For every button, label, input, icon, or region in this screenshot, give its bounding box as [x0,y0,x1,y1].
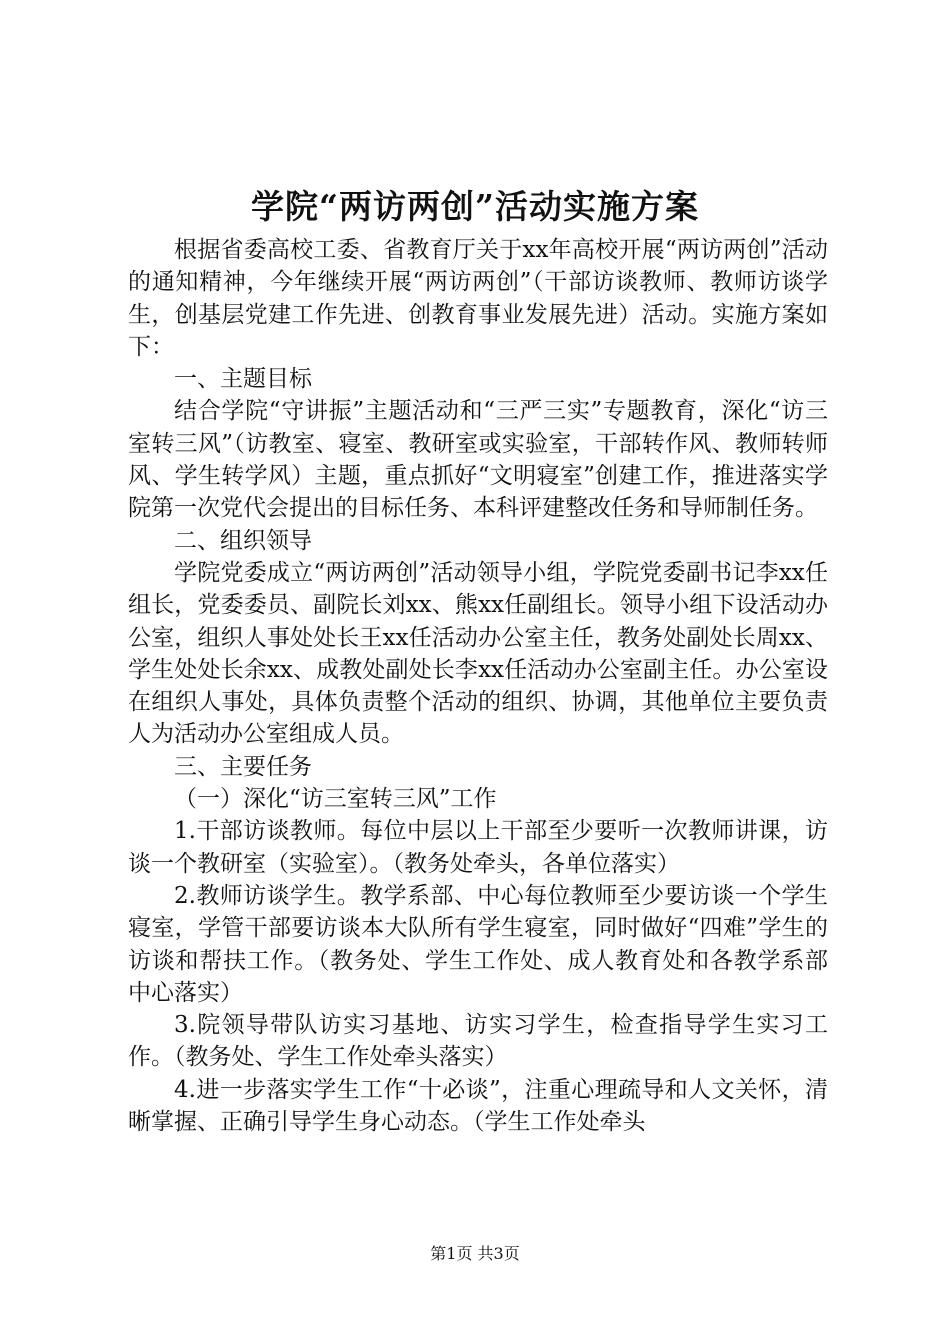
paragraph-intro: 根据省委高校工委、省教育厅关于xx年高校开展“两访两创”活动的通知精神，今年继续开展“两访两创”（干部访谈教师、教师访谈学生，创基层党建工作先进、创教育事业发展先进）活动。实施方案如下： [128,237,828,360]
paragraph-organization: 学院党委成立“两访两创”活动领导小组，学院党委副书记李xx任组长，党委委员、副院长刘xx、熊xx任副组长。领导小组下设活动办公室，组织人事处处长王xx任活动办公室主任，教务处副处长周xx、学生处处长余xx、成教处副处长李xx任活动办公室副主任。办公室设在组织人事处，具体负责整个活动的组织、协调，其他单位主要负责人为活动办公室组成人员。 [128,559,828,748]
subsection-heading-1: （一）深化“访三室转三风”工作 [174,786,497,813]
document-body [128,234,828,1138]
task-item-3: 3.院领导带队访实习基地、访实习学生，检查指导学生实习工作。（教务处、学生工作处牵头落实） [128,1012,828,1071]
page-title: 学院“两访两创”活动实施方案 [251,187,699,226]
page-footer: 第1页 共3页 [430,1244,520,1263]
section-heading-goals: 一、主题目标 [174,366,312,393]
section-heading-organization: 二、组织领导 [174,527,312,554]
task-item-2: 2.教师访谈学生。教学系部、中心每位教师至少要访谈一个学生寝室，学管干部要访谈本大队所有学生寝室，同时做好“四难”学生的访谈和帮扶工作。（教务处、学生工作处、成人教育处和各教学系部中心落实） [128,882,828,1006]
task-item-4: 4.进一步落实学生工作“十必谈”，注重心理疏导和人文关怀，清晰掌握、正确引导学生身心动态。（学生工作处牵头 [128,1076,828,1136]
task-item-1: 1.干部访谈教师。每位中层以上干部至少要听一次教师讲课，访谈一个教研室（实验室）。（教务处牵头，各单位落实） [128,818,828,877]
section-heading-tasks: 三、主要任务 [174,753,312,780]
paragraph-goals: 结合学院“守讲振”主题活动和“三严三实”专题教育，深化“访三室转三风”（访教室、寝室、教研室或实验室，干部转作风、教师转师风、学生转学风）主题，重点抓好“文明寝室”创建工作，推进落实学院第一次党代会提出的目标任务、本科评建整改任务和导师制任务。 [128,398,828,522]
